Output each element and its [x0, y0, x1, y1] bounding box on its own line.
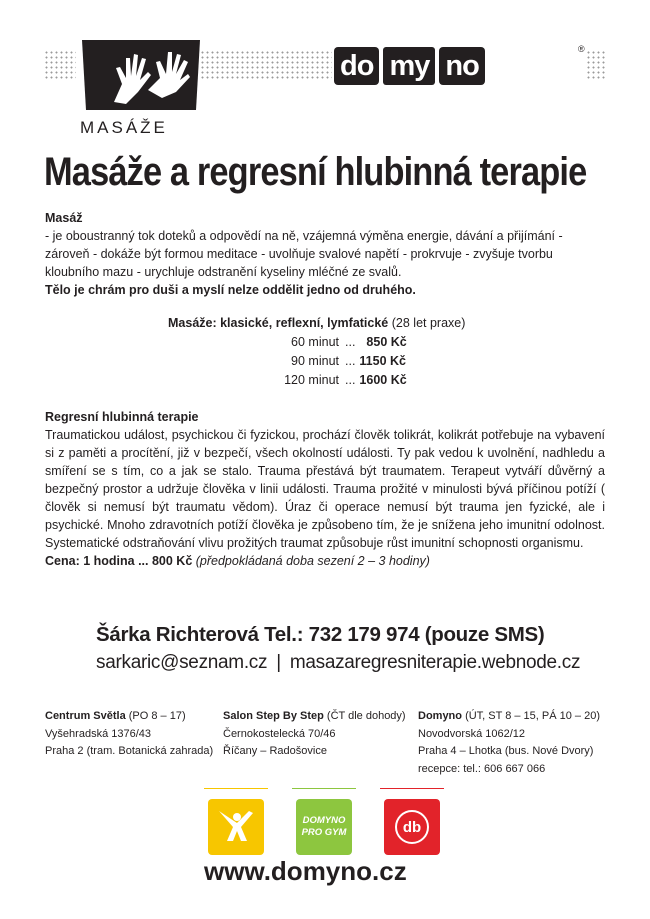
contact-name-phone: Šárka Richterová Tel.: 732 179 974 (pouze SMS): [96, 623, 545, 646]
pro-gym-line-2: PRO GYM: [301, 827, 347, 838]
pro-gym-icon: [296, 799, 352, 855]
contact-divider: |: [276, 652, 281, 673]
massage-types: [168, 314, 465, 333]
contact-links: [96, 652, 580, 674]
contact-web[interactable]: masazaregresniterapie.webnode.cz: [289, 652, 581, 673]
price-separator: ...: [345, 354, 356, 368]
price-separator: ...: [345, 335, 356, 349]
db-icon: [384, 799, 440, 855]
location-line: Praha 2 (tram. Botanická zahrada): [45, 745, 214, 757]
therapy-price-note: (předpokládaná doba sezení 2 – 3 hodiny): [195, 554, 430, 568]
massage-types-note: (28 let praxe): [391, 316, 466, 330]
db-circle: [395, 810, 429, 844]
price-list: [270, 333, 420, 390]
masaz-motto: Tělo je chrám pro duši a myslí nelze oddělit jedno od druhého.: [45, 283, 416, 297]
price-row: [270, 333, 420, 352]
domyno-logo-part-2: my: [383, 47, 435, 85]
masaz-heading: Masáž: [45, 211, 83, 225]
divider-green: [292, 788, 356, 789]
massage-types-label: Masáže: klasické, reflexní, lymfatické: [168, 316, 389, 330]
db-text: db: [402, 818, 422, 836]
location-hours: (PO 8 – 17): [128, 710, 186, 722]
location-line: Novodvorská 1062/12: [418, 727, 526, 740]
masaz-section: [45, 209, 607, 299]
location-line: Vyšehradská 1376/43: [45, 727, 151, 740]
divider-yellow: [204, 788, 268, 789]
location-hours: (ČT dle dohody): [326, 710, 406, 722]
price-duration: 90 minut: [291, 354, 339, 368]
masaze-logo-text: MASÁŽE: [80, 118, 168, 137]
price-value: 1600 Kč: [359, 373, 407, 387]
location-line: Říčany – Radošovice: [223, 745, 327, 757]
location-name: Centrum Světla: [45, 710, 126, 722]
price-separator: ...: [345, 373, 356, 387]
therapy-price: [45, 552, 605, 570]
location-line: recepce: tel.: 606 667 066: [418, 762, 546, 775]
therapy-price-label: Cena: 1 hodina ... 800 Kč: [45, 554, 193, 568]
masaz-line-3: kloubního mazu - urychluje odstranění kyseliny mléčné ze svalů.: [45, 265, 402, 279]
location-line: Černokostelecká 70/46: [223, 727, 336, 740]
domyno-logo-part-3: no: [439, 47, 484, 85]
kids-icon: [208, 799, 264, 855]
location-title: [418, 708, 600, 726]
location-salon-step-by-step: [223, 708, 406, 761]
dot-pattern-middle: [200, 50, 332, 80]
location-title: [45, 708, 213, 726]
price-row: [270, 352, 420, 371]
price-value: 1150 Kč: [359, 354, 406, 368]
hands-logo-icon: [76, 40, 202, 112]
location-name: Domyno: [418, 710, 462, 722]
domyno-logo-part-1: do: [334, 47, 379, 85]
location-hours: (ÚT, ST 8 – 15, PÁ 10 – 20): [465, 710, 600, 722]
location-centrum-svetla: [45, 708, 213, 761]
price-duration: 120 minut: [284, 373, 339, 387]
domyno-logo: [334, 47, 485, 85]
location-domyno: [418, 708, 600, 778]
dot-pattern-left: [44, 50, 76, 80]
location-line: Praha 4 – Lhotka (bus. Nové Dvory): [418, 745, 594, 757]
divider-red: [380, 788, 444, 789]
price-value: 850 Kč: [366, 335, 407, 349]
dot-pattern-right: [586, 50, 606, 80]
masaze-logo: [76, 40, 202, 136]
page-title: Masáže a regresní hlubinná terapie: [44, 150, 587, 194]
location-name: Salon Step By Step: [223, 710, 324, 722]
contact-email[interactable]: sarkaric@seznam.cz: [96, 652, 268, 673]
therapy-text: Traumatickou událost, psychickou či fyzickou, prochází člověk tolikrát, kolikrát potřebuje na vybavení si z paměti a procítění, již v bezpečí, všech okolností události. Ty pak vedou k uvolnění, nadhledu a smíření se s tím, co a jak se stalo. Trauma přestává být traumatem. Terapeut vytváří důvěrný a bezpečný prostor a udržuje člověka v linii události. Trauma prožité v minulosti bývá příčinou potíží ( člověk si nemusí být traumatu vědom). Úraz či operace nemusí být trauma jen fyzické, ale i psychické. Mnoho zdravotních potíží člověka je způsobeno tím, že je snížena jeho imunitní odolnost. Systematické odstraňování vlivu prožitých traumat způsobuje růst imunitní schopnosti organismu.: [45, 428, 605, 550]
registered-mark: ®: [578, 44, 585, 54]
therapy-heading: Regresní hlubinná terapie: [45, 410, 199, 424]
location-title: [223, 708, 406, 726]
therapy-section: [45, 408, 605, 570]
masaz-line-1: - je oboustranný tok doteků a odpovědí na ně, vzájemná výměna energie, dávání a přijímání -: [45, 229, 563, 243]
pro-gym-line-1: DOMYNO: [302, 815, 346, 826]
masaz-line-2: zároveň - dokáže být formou meditace - uvolňuje svalové napětí - prokrvuje - zvyšuje tvorbu: [45, 247, 553, 261]
price-duration: 60 minut: [291, 335, 339, 349]
footer-url[interactable]: www.domyno.cz: [204, 856, 407, 886]
price-row: [270, 371, 420, 390]
